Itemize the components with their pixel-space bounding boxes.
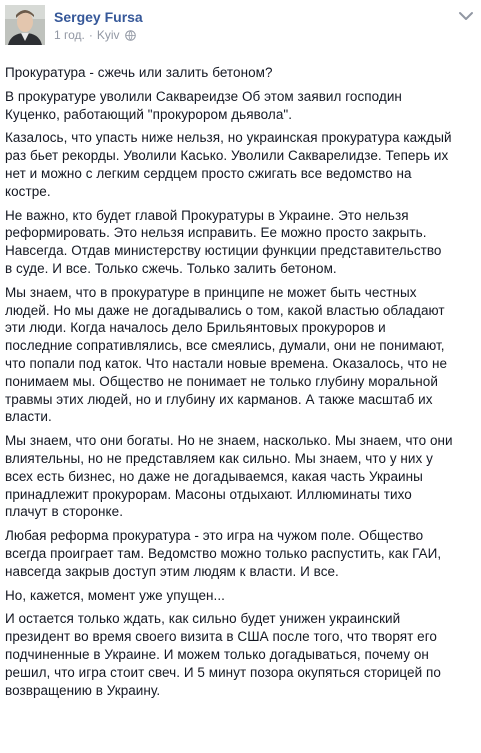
avatar[interactable] [5,5,45,45]
post-location[interactable]: Kyiv [96,28,120,42]
post-paragraph: Мы знаем, что в прокуратуре в принципе не может быть честных людей. Но мы даже не догадывались о том, какой властью обладают эти люди. Когда началось дело Брильянтовых прокуроров и последние сопративлялись, все смеялись, думали, они не понимают, что попали под каток. Что настали новые времена. Оказалось, что не понимаем мы. Общество не понимает не только глубину моральной травмы этих людей, но и глубину их карманов. А также масштаб их власти. [5,284,448,425]
post-paragraph: Любая реформа прокуратура - это игра на чужом поле. Общество всегда проиграет там. Ведомство можно только распустить, как ГАИ, навсегда закрыв доступ этим людям к власти. И все. [5,528,442,579]
post-paragraph: Но, кажется, момент уже упущен... [5,587,225,603]
post-paragraph: В прокуратуре уволили Саквареидзе Об этом заявил господин Куценко, работающий "прокурором дьявола". [5,88,402,122]
post-time[interactable]: 1 год. [54,28,85,42]
post-title: Прокуратура - сжечь или залить бетоном? [5,65,273,80]
post-paragraph: Мы знаем, что они богаты. Но не знаем, насколько. Мы знаем, что они влиятельны, но не представляем как сильно. Мы знаем, что у них у всех есть бизнес, но даже не догадываемся, какая часть Украины принадлежит прокурорам. Масоны отдыхают. Иллюминаты тихо плачут в сторонке. [5,433,453,520]
post-paragraph: Не важно, кто будет главой Прокуратуры в Украине. Это нельзя реформировать. Это нельзя исправить. Ее можно просто закрыть. Навсегда. Отдав министерству юстиции функции представительство в суде. И все. Только сжечь. Только залить бетоном. [5,207,442,276]
author-name[interactable]: Sergey Fursa [54,9,143,25]
post-meta [54,28,136,42]
post-body [5,64,477,705]
meta-separator: · [88,28,93,42]
chevron-down-icon[interactable] [458,9,474,21]
globe-icon [125,30,136,41]
avatar-photo [5,5,45,45]
post-header [0,0,481,56]
post-paragraph: И остается только ждать, как сильно будет унижен украинский президент во время своего визита в США после того, что творят его подчиненные в Украине. И можем только догадываться, почему он решил, что игра стоит свеч. И 5 минут позора окупяться сторицей по возвращению в Украину. [5,611,441,698]
post-paragraph: Казалось, что упасть ниже нельзя, но украинская прокуратура каждый раз бьет рекорды. Уволили Касько. Уволили Сакварелидзе. Теперь их нет и можно с легким сердцем просто сжигать все ведомство на костре. [5,130,452,199]
